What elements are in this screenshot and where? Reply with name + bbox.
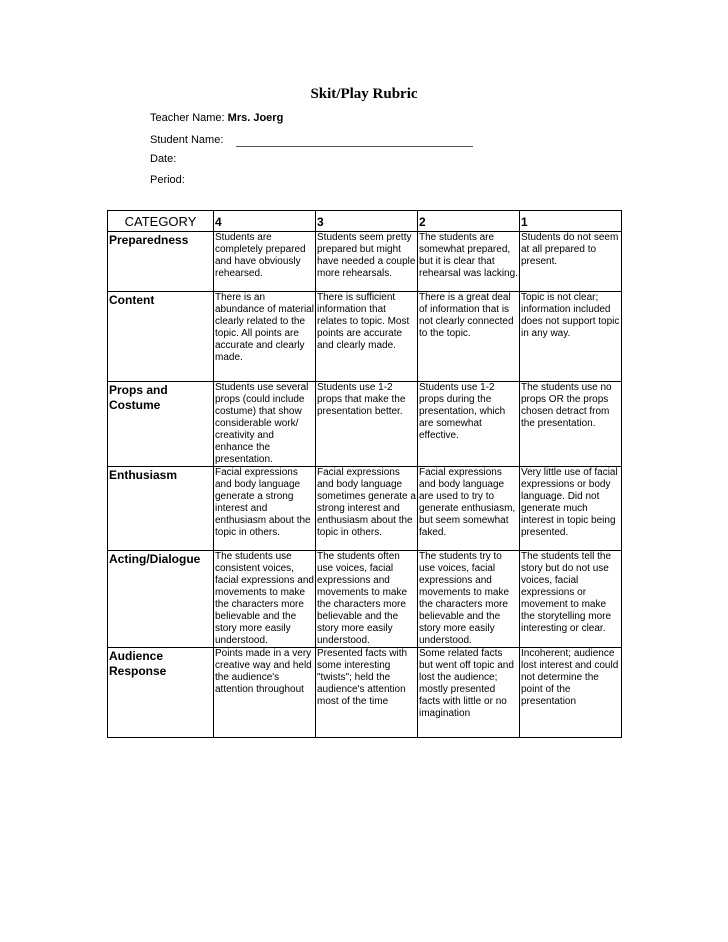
category-cell: Props and Costume bbox=[108, 382, 214, 467]
criteria-cell: Students use 1-2 props that make the presentation better. bbox=[316, 382, 418, 467]
criteria-cell: There is sufficient information that relates to topic. Most points are accurate and clearly made. bbox=[316, 292, 418, 382]
table-row bbox=[108, 232, 622, 292]
criteria-cell: The students tell the story but do not use voices, facial expressions or movement to make the storytelling more interesting or clear. bbox=[520, 551, 622, 648]
header-score-2: 2 bbox=[418, 211, 520, 232]
criteria-cell: The students use no props OR the props chosen detract from the presentation. bbox=[520, 382, 622, 467]
table-row bbox=[108, 648, 622, 738]
criteria-cell: Facial expressions and body language generate a strong interest and enthusiasm about the topic in others. bbox=[214, 467, 316, 551]
date-label: Date: bbox=[150, 153, 177, 165]
category-cell: Content bbox=[108, 292, 214, 382]
category-cell: Audience Response bbox=[108, 648, 214, 738]
category-cell: Enthusiasm bbox=[108, 467, 214, 551]
criteria-cell: Students do not seem at all prepared to present. bbox=[520, 232, 622, 292]
criteria-cell: Students are completely prepared and have obviously rehearsed. bbox=[214, 232, 316, 292]
criteria-cell: Students seem pretty prepared but might have needed a couple more rehearsals. bbox=[316, 232, 418, 292]
header-score-4: 4 bbox=[214, 211, 316, 232]
table-row bbox=[108, 551, 622, 648]
criteria-cell: Topic is not clear; information included does not support topic in any way. bbox=[520, 292, 622, 382]
criteria-cell: The students try to use voices, facial expressions and movements to make the characters more believable and the story more easily understood. bbox=[418, 551, 520, 648]
date-row bbox=[150, 153, 176, 165]
criteria-cell: The students are somewhat prepared, but it is clear that rehearsal was lacking. bbox=[418, 232, 520, 292]
criteria-cell: Students use 1-2 props during the presentation, which are somewhat effective. bbox=[418, 382, 520, 467]
table-row bbox=[108, 382, 622, 467]
teacher-name-value: Mrs. Joerg bbox=[227, 112, 284, 124]
period-row bbox=[150, 174, 185, 186]
rubric-table bbox=[107, 210, 622, 738]
criteria-cell: Presented facts with some interesting "twists"; held the audience's attention most of the time bbox=[316, 648, 418, 738]
student-name-blank-line bbox=[236, 146, 473, 147]
header-category: CATEGORY bbox=[108, 211, 214, 232]
criteria-cell: There is a great deal of information that is not clearly connected to the topic. bbox=[418, 292, 520, 382]
table-row bbox=[108, 292, 622, 382]
criteria-cell: Points made in a very creative way and held the audience's attention throughout bbox=[214, 648, 316, 738]
criteria-cell: Students use several props (could include costume) that show considerable work/ creativity and enhance the presentation. bbox=[214, 382, 316, 467]
criteria-cell: There is an abundance of material clearly related to the topic. All points are accurate and clearly made. bbox=[214, 292, 316, 382]
criteria-cell: Incoherent; audience lost interest and could not determine the point of the presentation bbox=[520, 648, 622, 738]
header-row bbox=[108, 211, 622, 232]
header-score-1: 1 bbox=[520, 211, 622, 232]
student-name-label: Student Name: bbox=[150, 134, 224, 146]
teacher-name-label: Teacher Name: bbox=[150, 112, 225, 124]
criteria-cell: Facial expressions and body language are used to try to generate enthusiasm, but seem somewhat faked. bbox=[418, 467, 520, 551]
criteria-cell: The students often use voices, facial expressions and movements to make the characters more believable and the story more easily understood. bbox=[316, 551, 418, 648]
document-title: Skit/Play Rubric bbox=[310, 86, 418, 102]
teacher-name-row bbox=[150, 112, 283, 124]
table-row bbox=[108, 467, 622, 551]
period-label: Period: bbox=[150, 174, 185, 186]
header-score-3: 3 bbox=[316, 211, 418, 232]
criteria-cell: Facial expressions and body language sometimes generate a strong interest and enthusiasm about the topic in others. bbox=[316, 467, 418, 551]
student-name-row bbox=[150, 134, 223, 146]
category-cell: Acting/Dialogue bbox=[108, 551, 214, 648]
criteria-cell: Very little use of facial expressions or body language. Did not generate much interest in topic being presented. bbox=[520, 467, 622, 551]
criteria-cell: Some related facts but went off topic and lost the audience; mostly presented facts with little or no imagination bbox=[418, 648, 520, 738]
criteria-cell: The students use consistent voices, facial expressions and movements to make the characters more believable and the story more easily understood. bbox=[215, 551, 314, 646]
category-cell: Preparedness bbox=[108, 232, 214, 292]
